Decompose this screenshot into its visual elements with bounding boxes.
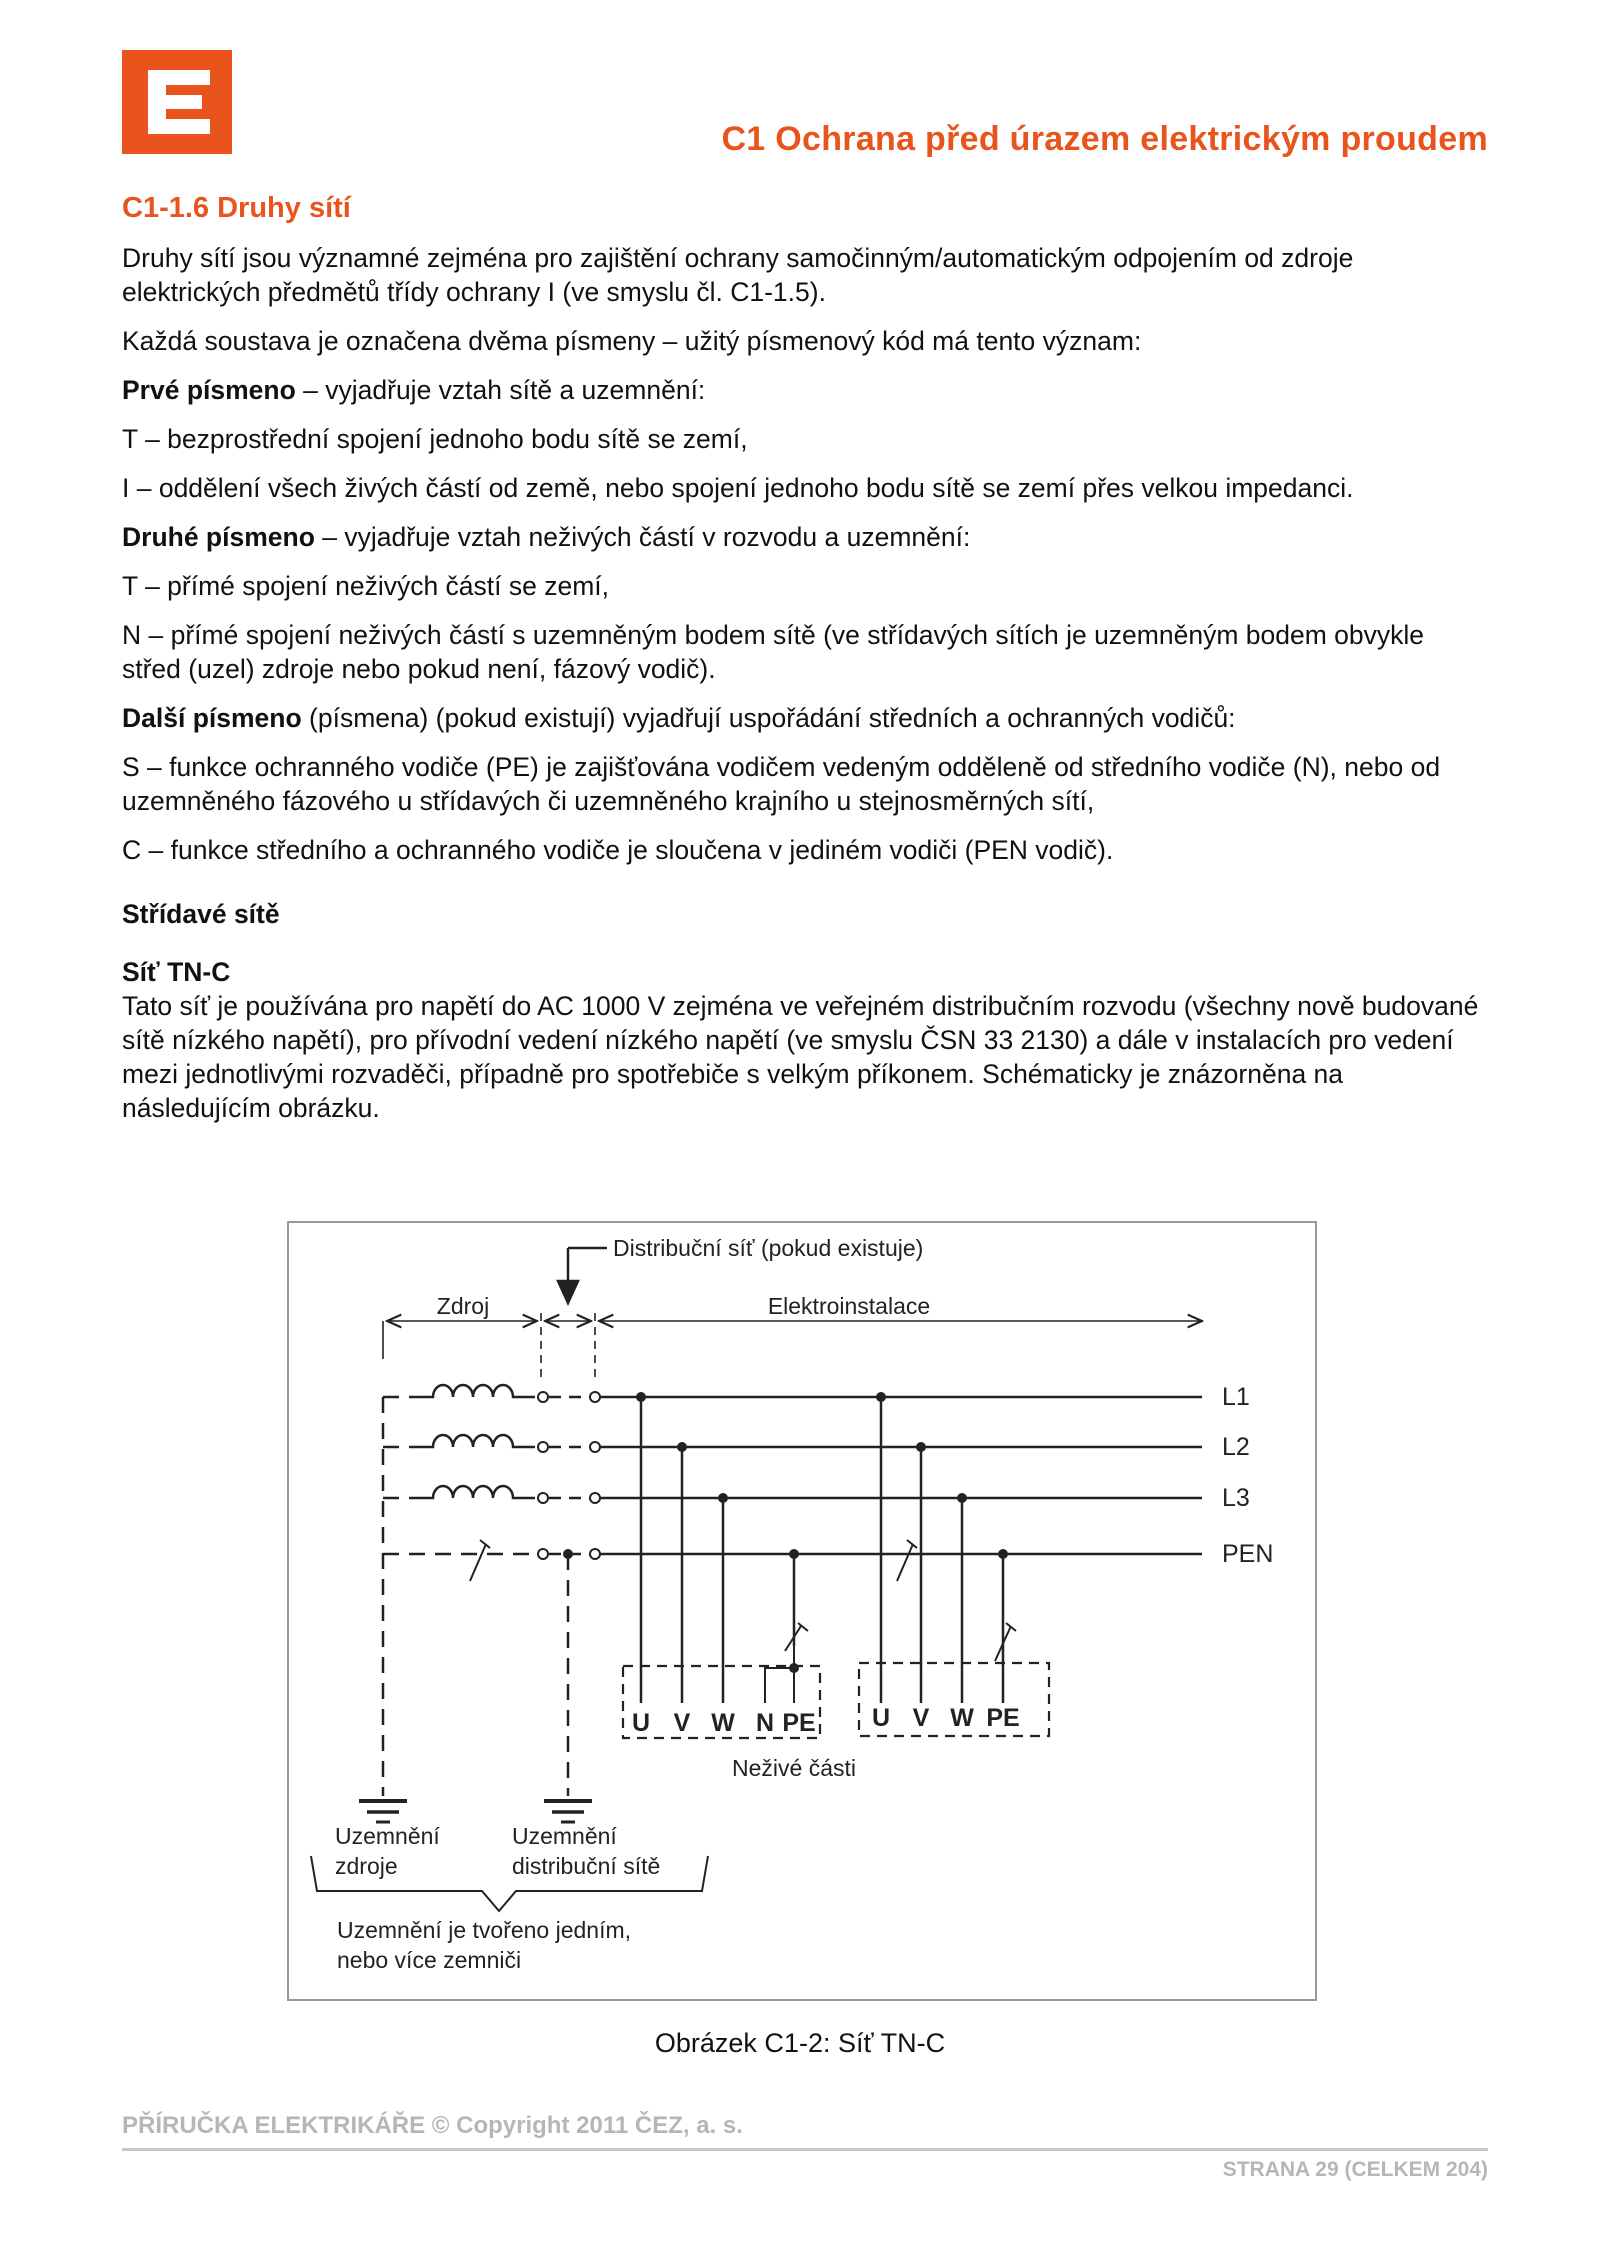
footer-divider [122,2148,1488,2151]
chapter-title: C1 Ochrana před úrazem elektrickým proudem [721,120,1488,158]
paragraph-s: S – funkce ochranného vodiče (PE) je zajišťována vodičem vedeným odděleně od středního vodiče (N), nebo od uzemněného fázového u střídavých či uzemněného krajního u stejnosměrných sítí, [122,752,1441,816]
second-letter-text: – vyjadřuje vztah neživých částí v rozvodu a uzemnění: [314,522,971,552]
box1-terminal-pe: PE [782,1709,816,1737]
earth-source-line2: zdroje [335,1853,398,1879]
box2-terminal-u: U [871,1704,891,1732]
paragraph-n-second: N – přímé spojení neživých částí s uzemněným bodem sítě (ve střídavých sítích je uzemněným bodem obvykle střed (uzel) zdroje nebo pokud není, fázový vodič). [122,620,1425,684]
paragraph-t-first: T – bezprostřední spojení jednoho bodu sítě se zemí, [122,424,748,454]
installation-label: Elektroinstalace [767,1293,931,1319]
next-letter-text: (písmena) (pokud existují) vyjadřují uspořádání středních a ochranných vodičů: [301,703,1236,733]
paragraph-c: C – funkce středního a ochranného vodiče je sloučena v jediném vodiči (PEN vodič). [122,835,1114,865]
section-title: C1-1.6 Druhy sítí [122,192,351,224]
distribution-label: Distribuční síť (pokud existuje) [613,1235,924,1261]
main-content [122,190,1488,1140]
paragraph-i-first: I – oddělení všech živých částí od země, nebo spojení jednoho bodu sítě se zemí přes velkou impedanci. [122,473,1354,503]
paragraph-t-second: T – přímé spojení neživých částí se zemí, [122,571,610,601]
tnc-heading: Síť TN-C [122,957,231,987]
source-label: Zdroj [436,1293,490,1319]
box1-terminal-n: N [755,1709,775,1737]
box1-terminal-u: U [631,1709,651,1737]
cez-logo [122,50,232,154]
figure-caption: Obrázek C1-2: Síť TN-C [654,2028,946,2058]
box1-terminal-w: W [711,1709,735,1737]
paragraph-first-letter [122,373,1488,407]
earth-source-line1: Uzemnění [335,1823,440,1849]
conductor-pen: PEN [1222,1540,1274,1568]
paragraph-intro: Druhy sítí jsou významné zejména pro zajištění ochrany samočinným/automatickým odpojením od zdroje elektrických předmětů třídy ochrany I (ve smyslu čl. C1-1.5). [122,243,1354,307]
earth-dist-line2: distribuční sítě [512,1853,661,1879]
box1-terminal-v: V [673,1709,691,1737]
conductor-l2: L2 [1222,1433,1250,1461]
paragraph-second-letter [122,520,1488,554]
ac-heading: Střídavé sítě [122,899,280,929]
box2-terminal-v: V [912,1704,930,1732]
first-letter-text: – vyjadřuje vztah sítě a uzemnění: [295,375,706,405]
footer-page-number: STRANA 29 (CELKEM 204) [1222,2158,1488,2181]
box2-terminal-pe: PE [986,1704,1020,1732]
box2-terminal-w: W [950,1704,974,1732]
earth-note-line2: nebo více zemniči [337,1947,522,1973]
dead-parts-label: Neživé části [732,1755,856,1781]
earth-note-line1: Uzemnění je tvořeno jedním, [337,1917,632,1943]
conductor-l3: L3 [1222,1484,1250,1512]
second-letter-label: Druhé písmeno [122,522,315,552]
first-letter-label: Prvé písmeno [122,375,296,405]
paragraph-letters: Každá soustava je označena dvěma písmeny – užitý písmenový kód má tento význam: [122,326,1142,356]
next-letter-label: Další písmeno [122,703,302,733]
paragraph-tnc: Tato síť je používána pro napětí do AC 1000 V zejména ve veřejném distribučním rozvodu (všechny nově budované sítě nízkého napětí), pro přívodní vedení nízkého napětí (ve smyslu ČSN 33 2130) a dále v instalacích pro vedení mezi jednotlivými rozvaděči, případně pro spotřebiče s velkým příkonem. Schématicky je znázorněna na následujícím obrázku. [122,991,1479,1123]
earth-dist-line1: Uzemnění [512,1823,617,1849]
conductor-l1: L1 [1222,1383,1250,1411]
footer-left: PŘÍRUČKA ELEKTRIKÁŘE © Copyright 2011 ČEZ, a. s. [122,2112,743,2139]
tnc-diagram [287,1221,1317,2001]
paragraph-next-letter [122,701,1488,735]
